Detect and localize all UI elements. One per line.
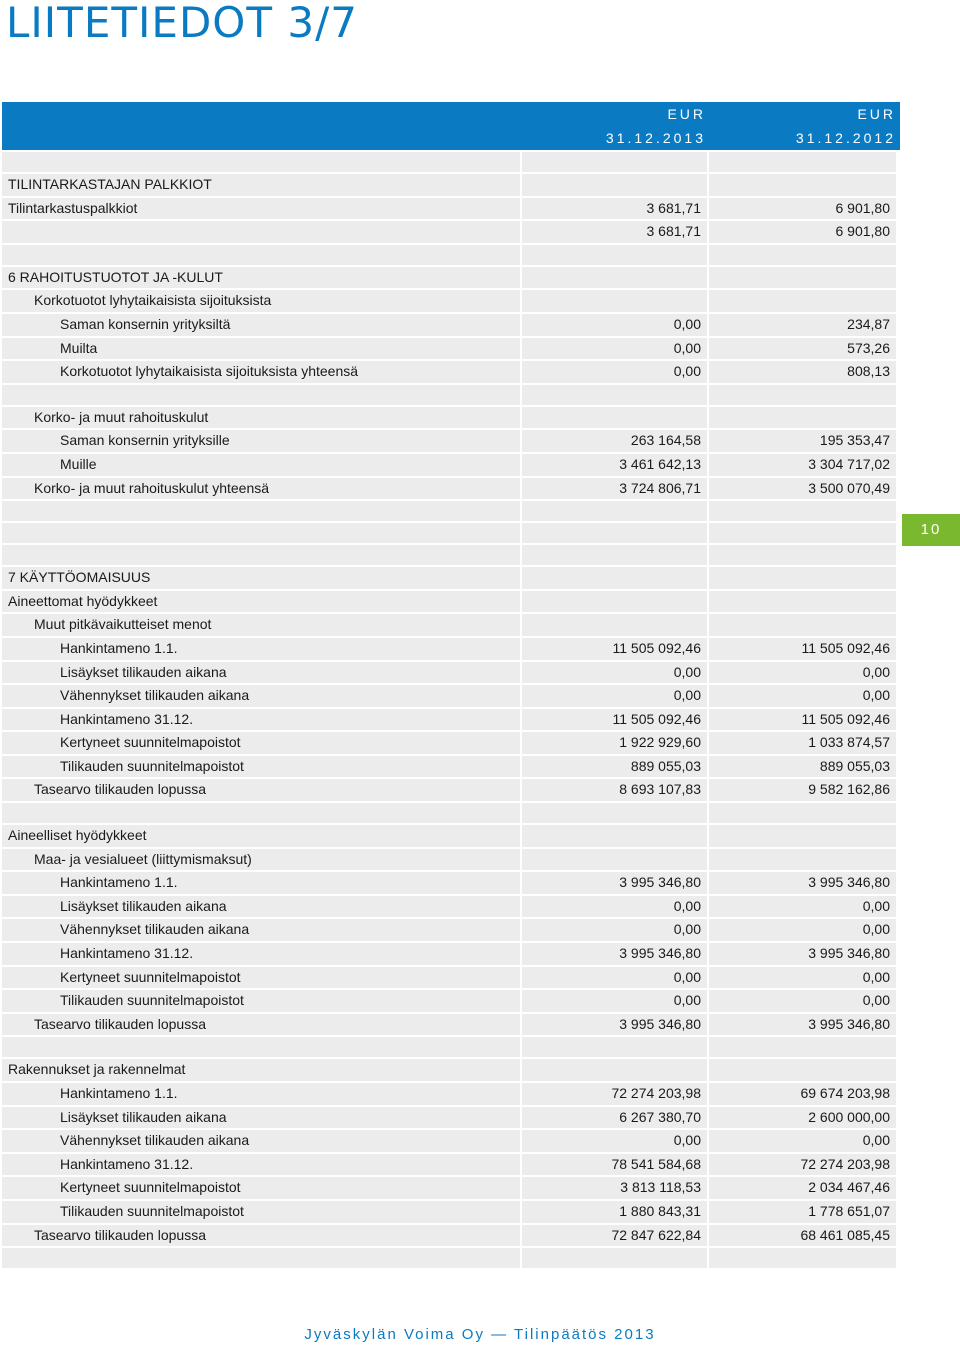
table-row — [2, 732, 900, 754]
row-label: Lisäykset tilikauden aikana — [2, 1107, 520, 1129]
value-2013 — [522, 174, 707, 196]
value-2012 — [709, 567, 896, 589]
value-2012: 9 582 162,86 — [709, 779, 896, 801]
value-2012 — [709, 1248, 896, 1268]
value-2012 — [709, 614, 896, 636]
value-2012: 0,00 — [709, 896, 896, 918]
value-2012: 234,87 — [709, 314, 896, 336]
row-label — [2, 545, 520, 565]
value-2013 — [522, 1059, 707, 1081]
table-row — [2, 919, 900, 941]
table-spacer-row — [2, 385, 900, 405]
table-spacer-row — [2, 523, 900, 543]
value-2013: 72 274 203,98 — [522, 1083, 707, 1105]
value-2012: 0,00 — [709, 1130, 896, 1152]
table-row — [2, 1154, 900, 1176]
row-label — [2, 501, 520, 521]
row-label: Vähennykset tilikauden aikana — [2, 1130, 520, 1152]
table-row — [2, 338, 900, 360]
table-row — [2, 943, 900, 965]
value-2012 — [709, 385, 896, 405]
row-label: 7 KÄYTTÖOMAISUUS — [2, 567, 520, 589]
table-row — [2, 1083, 900, 1105]
value-2012 — [709, 825, 896, 847]
financial-table — [2, 102, 900, 1270]
value-2012 — [709, 849, 896, 871]
table-row — [2, 849, 900, 871]
row-label: Tilikauden suunnitelmapoistot — [2, 756, 520, 778]
table-row — [2, 1201, 900, 1223]
row-label: Tilikauden suunnitelmapoistot — [2, 1201, 520, 1223]
value-2013: 0,00 — [522, 1130, 707, 1152]
table-row — [2, 1107, 900, 1129]
value-2013 — [522, 245, 707, 265]
value-2012: 808,13 — [709, 361, 896, 383]
value-2013: 3 681,71 — [522, 221, 707, 243]
value-2013: 0,00 — [522, 662, 707, 684]
value-2013 — [522, 803, 707, 823]
header-col-2012 — [716, 102, 896, 150]
table-row — [2, 454, 900, 476]
value-2013: 11 505 092,46 — [522, 709, 707, 731]
table-spacer-row — [2, 1248, 900, 1268]
value-2012: 2 600 000,00 — [709, 1107, 896, 1129]
value-2012: 0,00 — [709, 685, 896, 707]
value-2012: 69 674 203,98 — [709, 1083, 896, 1105]
value-2013 — [522, 152, 707, 172]
table-row — [2, 709, 900, 731]
row-label — [2, 1037, 520, 1057]
value-2013 — [522, 1037, 707, 1057]
row-label — [2, 385, 520, 405]
row-label: Muut pitkävaikutteiset menot — [2, 614, 520, 636]
value-2013: 3 995 346,80 — [522, 872, 707, 894]
value-2012: 3 500 070,49 — [709, 478, 896, 500]
value-2013: 3 995 346,80 — [522, 943, 707, 965]
table-body — [2, 152, 900, 1268]
row-label: Vähennykset tilikauden aikana — [2, 919, 520, 941]
table-row — [2, 591, 900, 613]
table-row — [2, 638, 900, 660]
row-label — [2, 523, 520, 543]
value-2012 — [709, 267, 896, 289]
row-label: Hankintameno 31.12. — [2, 1154, 520, 1176]
table-row — [2, 1177, 900, 1199]
header-date: 31.12.2013 — [605, 130, 706, 146]
table-row — [2, 1225, 900, 1247]
value-2013: 889 055,03 — [522, 756, 707, 778]
value-2013 — [522, 523, 707, 543]
value-2012: 0,00 — [709, 967, 896, 989]
value-2012: 11 505 092,46 — [709, 638, 896, 660]
table-row — [2, 1059, 900, 1081]
value-2012: 6 901,80 — [709, 221, 896, 243]
table-row — [2, 478, 900, 500]
row-label: Kertyneet suunnitelmapoistot — [2, 732, 520, 754]
row-label: Kertyneet suunnitelmapoistot — [2, 1177, 520, 1199]
row-label — [2, 803, 520, 823]
value-2013: 3 995 346,80 — [522, 1014, 707, 1036]
value-2012 — [709, 245, 896, 265]
value-2013: 1 880 843,31 — [522, 1201, 707, 1223]
value-2012: 1 778 651,07 — [709, 1201, 896, 1223]
table-row — [2, 1014, 900, 1036]
row-label — [2, 221, 520, 243]
value-2012: 3 995 346,80 — [709, 872, 896, 894]
row-label: Korko- ja muut rahoituskulut yhteensä — [2, 478, 520, 500]
value-2012 — [709, 1037, 896, 1057]
row-label: Tilintarkastuspalkkiot — [2, 198, 520, 220]
value-2013: 0,00 — [522, 314, 707, 336]
value-2013: 0,00 — [522, 361, 707, 383]
row-label — [2, 245, 520, 265]
row-label: Korkotuotot lyhytaikaisista sijoituksista — [2, 290, 520, 312]
value-2012 — [709, 803, 896, 823]
value-2012: 72 274 203,98 — [709, 1154, 896, 1176]
value-2013: 0,00 — [522, 896, 707, 918]
row-label: Kertyneet suunnitelmapoistot — [2, 967, 520, 989]
value-2013: 8 693 107,83 — [522, 779, 707, 801]
value-2012 — [709, 152, 896, 172]
table-row — [2, 662, 900, 684]
value-2013: 3 681,71 — [522, 198, 707, 220]
value-2013 — [522, 407, 707, 429]
value-2013 — [522, 385, 707, 405]
row-label: Hankintameno 31.12. — [2, 709, 520, 731]
value-2013 — [522, 1248, 707, 1268]
value-2012 — [709, 290, 896, 312]
value-2012: 0,00 — [709, 662, 896, 684]
table-row — [2, 267, 900, 289]
table-spacer-row — [2, 1037, 900, 1057]
row-label: Hankintameno 1.1. — [2, 1083, 520, 1105]
value-2012: 11 505 092,46 — [709, 709, 896, 731]
value-2012: 6 901,80 — [709, 198, 896, 220]
value-2012: 1 033 874,57 — [709, 732, 896, 754]
table-row — [2, 174, 900, 196]
table-row — [2, 1130, 900, 1152]
row-label: Tilikauden suunnitelmapoistot — [2, 990, 520, 1012]
value-2013: 0,00 — [522, 338, 707, 360]
row-label: Tasearvo tilikauden lopussa — [2, 1014, 520, 1036]
value-2012: 0,00 — [709, 990, 896, 1012]
value-2013 — [522, 591, 707, 613]
value-2012 — [709, 501, 896, 521]
row-label: Vähennykset tilikauden aikana — [2, 685, 520, 707]
value-2013: 3 813 118,53 — [522, 1177, 707, 1199]
row-label — [2, 152, 520, 172]
row-label: Lisäykset tilikauden aikana — [2, 662, 520, 684]
table-row — [2, 314, 900, 336]
table-row — [2, 198, 900, 220]
value-2013: 263 164,58 — [522, 430, 707, 452]
table-spacer-row — [2, 501, 900, 521]
table-row — [2, 896, 900, 918]
value-2012: 3 304 717,02 — [709, 454, 896, 476]
page-number-badge: 10 — [902, 514, 960, 546]
table-row — [2, 990, 900, 1012]
value-2012: 195 353,47 — [709, 430, 896, 452]
table-row — [2, 614, 900, 636]
value-2012: 3 995 346,80 — [709, 943, 896, 965]
value-2013: 78 541 584,68 — [522, 1154, 707, 1176]
row-label: Hankintameno 1.1. — [2, 872, 520, 894]
row-label: Muille — [2, 454, 520, 476]
table-header — [2, 102, 900, 150]
value-2013: 0,00 — [522, 990, 707, 1012]
value-2012: 3 995 346,80 — [709, 1014, 896, 1036]
row-label: Hankintameno 1.1. — [2, 638, 520, 660]
value-2012: 68 461 085,45 — [709, 1225, 896, 1247]
value-2012 — [709, 407, 896, 429]
table-row — [2, 756, 900, 778]
table-row — [2, 221, 900, 243]
header-currency: EUR — [857, 106, 896, 122]
value-2013: 3 724 806,71 — [522, 478, 707, 500]
value-2012: 2 034 467,46 — [709, 1177, 896, 1199]
value-2013 — [522, 614, 707, 636]
value-2013 — [522, 267, 707, 289]
value-2013: 0,00 — [522, 919, 707, 941]
table-row — [2, 872, 900, 894]
value-2013: 0,00 — [522, 685, 707, 707]
value-2013: 6 267 380,70 — [522, 1107, 707, 1129]
row-label: Lisäykset tilikauden aikana — [2, 896, 520, 918]
table-spacer-row — [2, 245, 900, 265]
page-footer: Jyväskylän Voima Oy — Tilinpäätös 2013 — [304, 1326, 656, 1343]
value-2013 — [522, 290, 707, 312]
row-label: Saman konsernin yrityksiltä — [2, 314, 520, 336]
value-2012 — [709, 523, 896, 543]
table-row — [2, 967, 900, 989]
value-2012: 573,26 — [709, 338, 896, 360]
value-2013: 3 461 642,13 — [522, 454, 707, 476]
row-label: 6 RAHOITUSTUOTOT JA -KULUT — [2, 267, 520, 289]
value-2012: 889 055,03 — [709, 756, 896, 778]
table-row — [2, 407, 900, 429]
header-col-2013 — [526, 102, 706, 150]
value-2013 — [522, 501, 707, 521]
value-2013 — [522, 825, 707, 847]
page-title: LIITETIEDOT 3/7 — [6, 0, 358, 47]
row-label — [2, 1248, 520, 1268]
row-label: Saman konsernin yrityksille — [2, 430, 520, 452]
row-label: Korkotuotot lyhytaikaisista sijoituksista yhteensä — [2, 361, 520, 383]
table-row — [2, 685, 900, 707]
row-label: Muilta — [2, 338, 520, 360]
row-label: Maa- ja vesialueet (liittymismaksut) — [2, 849, 520, 871]
table-row — [2, 290, 900, 312]
value-2013: 11 505 092,46 — [522, 638, 707, 660]
value-2012 — [709, 174, 896, 196]
row-label: TILINTARKASTAJAN PALKKIOT — [2, 174, 520, 196]
header-currency: EUR — [667, 106, 706, 122]
table-spacer-row — [2, 545, 900, 565]
row-label: Aineettomat hyödykkeet — [2, 591, 520, 613]
table-row — [2, 567, 900, 589]
value-2013 — [522, 567, 707, 589]
value-2012 — [709, 591, 896, 613]
row-label: Tasearvo tilikauden lopussa — [2, 1225, 520, 1247]
row-label: Tasearvo tilikauden lopussa — [2, 779, 520, 801]
value-2013: 72 847 622,84 — [522, 1225, 707, 1247]
value-2012: 0,00 — [709, 919, 896, 941]
table-spacer-row — [2, 803, 900, 823]
row-label: Hankintameno 31.12. — [2, 943, 520, 965]
value-2013: 1 922 929,60 — [522, 732, 707, 754]
table-row — [2, 430, 900, 452]
value-2013 — [522, 849, 707, 871]
value-2012 — [709, 545, 896, 565]
table-row — [2, 825, 900, 847]
value-2012 — [709, 1059, 896, 1081]
table-spacer-row — [2, 152, 900, 172]
header-date: 31.12.2012 — [795, 130, 896, 146]
row-label: Rakennukset ja rakennelmat — [2, 1059, 520, 1081]
row-label: Korko- ja muut rahoituskulut — [2, 407, 520, 429]
row-label: Aineelliset hyödykkeet — [2, 825, 520, 847]
value-2013 — [522, 545, 707, 565]
table-row — [2, 361, 900, 383]
value-2013: 0,00 — [522, 967, 707, 989]
table-row — [2, 779, 900, 801]
